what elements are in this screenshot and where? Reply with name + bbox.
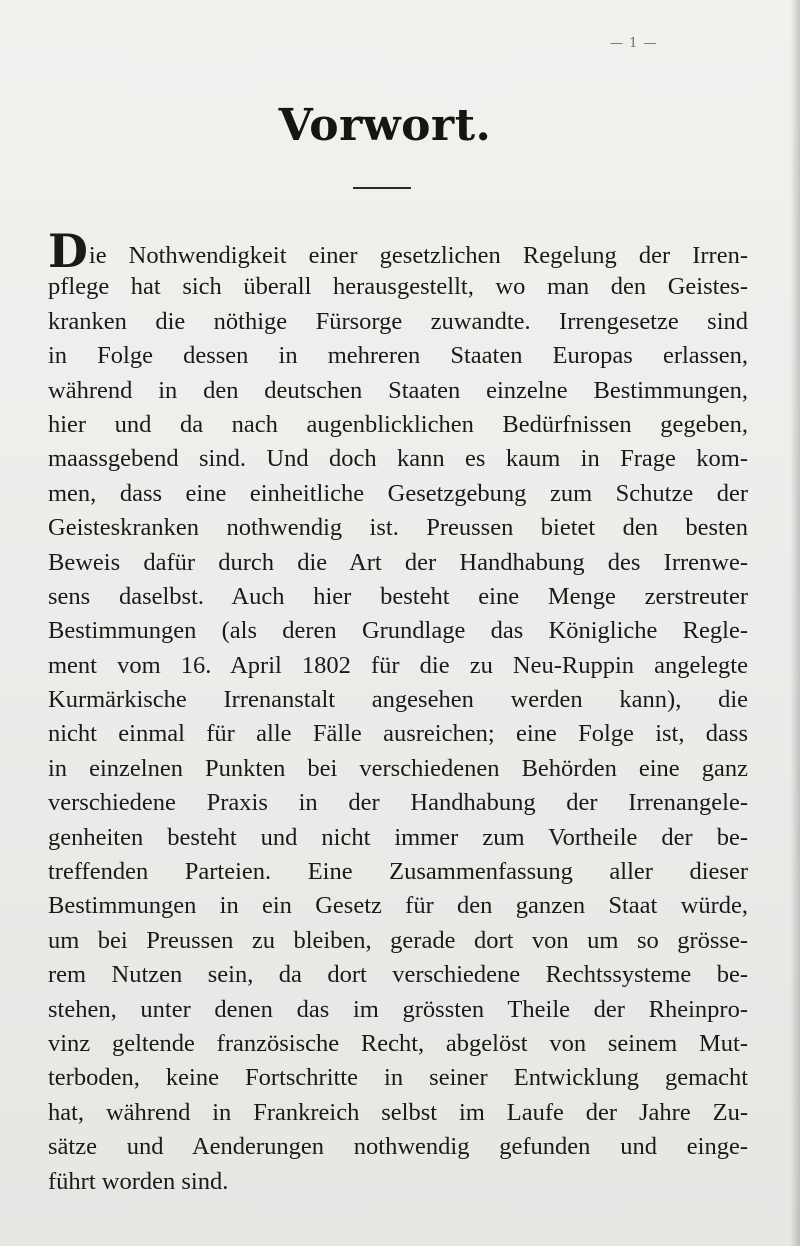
page-title: Vorwort. <box>278 100 492 151</box>
text-line: genheiten besteht und nicht immer zum Vortheile der be- <box>48 823 748 851</box>
text-line: sätze und Aenderungen nothwendig gefunden und einge- <box>48 1133 748 1161</box>
text-line: während in den deutschen Staaten einzelne Bestimmungen, <box>48 376 748 404</box>
text-line: treffenden Parteien. Eine Zusammenfassung aller dieser <box>48 858 748 886</box>
text-line: Bestimmungen in ein Gesetz für den ganzen Staat würde, <box>48 892 748 920</box>
text-line: in einzelnen Punkten bei verschiedenen Behörden eine ganz <box>48 754 748 782</box>
page-edge-shadow <box>790 0 800 1246</box>
text-line: vinz geltende französische Recht, abgelöst von seinem Mut- <box>48 1029 748 1057</box>
text-line: kranken die nöthige Fürsorge zuwandte. Irrengesetze sind <box>48 307 748 335</box>
text-line: ment vom 16. April 1802 für die zu Neu-Ruppin angelegte <box>48 651 748 679</box>
text-line: Die Nothwendigkeit einer gesetzlichen Regelung der Irren- <box>48 224 748 278</box>
text-line: hat, während in Frankreich selbst im Laufe der Jahre Zu- <box>48 1098 748 1126</box>
text-line: terboden, keine Fortschritte in seiner Entwicklung gemacht <box>48 1064 748 1092</box>
text-line-last: führt worden sind. <box>48 1167 229 1195</box>
text-line: pflege hat sich überall herausgestellt, wo man den Geistes- <box>48 273 748 301</box>
text-line: um bei Preussen zu bleiben, gerade dort von um so grösse- <box>48 926 748 954</box>
text-line: Beweis dafür durch die Art der Handhabung des Irrenwe- <box>48 548 748 576</box>
text-line: in Folge dessen in mehreren Staaten Europas erlassen, <box>48 342 748 370</box>
text-line: Geisteskranken nothwendig ist. Preussen bietet den besten <box>48 514 748 542</box>
text-line: hier und da nach augenblicklichen Bedürfnissen gegeben, <box>48 410 748 438</box>
text-line: nicht einmal für alle Fälle ausreichen; eine Folge ist, dass <box>48 720 748 748</box>
text-line: men, dass eine einheitliche Gesetzgebung zum Schutze der <box>48 479 748 507</box>
text-line: Bestimmungen (als deren Grundlage das Königliche Regle- <box>48 617 748 645</box>
text-line: rem Nutzen sein, da dort verschiedene Rechtssysteme be- <box>48 961 748 989</box>
running-head: — 1 — <box>610 36 658 51</box>
text-line: maassgebend sind. Und doch kann es kaum in Frage kom- <box>48 445 748 473</box>
text-line: sens daselbst. Auch hier besteht eine Menge zerstreuter <box>48 582 748 610</box>
preface-body <box>48 224 748 1199</box>
text-line: stehen, unter denen das im grössten Theile der Rheinpro- <box>48 995 748 1023</box>
title-divider <box>353 187 411 189</box>
text-line: Kurmärkische Irrenanstalt angesehen werden kann), die <box>48 686 748 714</box>
text-line: verschiedene Praxis in der Handhabung der Irrenangele- <box>48 789 748 817</box>
drop-cap: D <box>48 224 88 278</box>
